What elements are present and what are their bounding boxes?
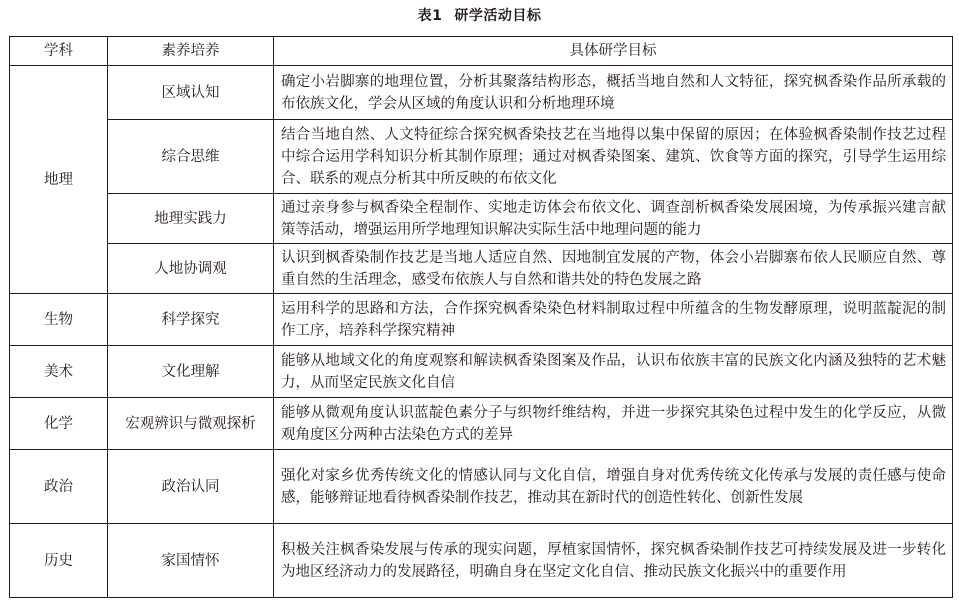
subject-cell-biology: 生物 <box>10 294 108 346</box>
literacy-cell: 区域认知 <box>108 66 274 120</box>
header-literacy: 素养培养 <box>108 37 274 66</box>
table-title: 研学活动目标 <box>454 8 542 24</box>
subject-cell-chemistry: 化学 <box>10 398 108 450</box>
goal-cell: 强化对家乡优秀传统文化的情感认同与文化自信，增强自身对优秀传统文化传承与发展的责任感与使命感，能够辩证地看待枫香染制作技艺，推动其在新时代的创造性转化、创新性发展 <box>274 450 953 524</box>
subject-cell-geography: 地理 <box>10 66 108 294</box>
research-goals-table <box>9 36 953 598</box>
header-goal: 具体研学目标 <box>274 37 953 66</box>
table-row <box>10 524 953 598</box>
literacy-cell: 地理实践力 <box>108 194 274 244</box>
subject-cell-art: 美术 <box>10 346 108 398</box>
table-row <box>10 398 953 450</box>
subject-cell-politics: 政治 <box>10 450 108 524</box>
table-header-row <box>10 37 953 66</box>
table-row <box>10 120 953 194</box>
table-row <box>10 66 953 120</box>
goal-cell: 通过亲身参与枫香染全程制作、实地走访体会布依文化、调查剖析枫香染发展困境，为传承振兴建言献策等活动，增强运用所学地理知识解决实际生活中地理问题的能力 <box>274 194 953 244</box>
goal-cell: 能够从地域文化的角度观察和解读枫香染图案及作品，认识布依族丰富的民族文化内涵及独特的艺术魅力，从而坚定民族文化自信 <box>274 346 953 398</box>
table-caption <box>0 4 959 28</box>
literacy-cell: 宏观辨识与微观探析 <box>108 398 274 450</box>
goal-cell: 确定小岩脚寨的地理位置，分析其聚落结构形态，概括当地自然和人文特征，探究枫香染作品所承载的布依族文化，学会从区域的角度认识和分析地理环境 <box>274 66 953 120</box>
table-row <box>10 244 953 294</box>
table-row <box>10 294 953 346</box>
literacy-cell: 家国情怀 <box>108 524 274 598</box>
goal-cell: 结合当地自然、人文特征综合探究枫香染技艺在当地得以集中保留的原因；在体验枫香染制作技艺过程中综合运用学科知识分析其制作原理；通过对枫香染图案、建筑、饮食等方面的探究，引导学生运用综合、联系的观点分析其中所反映的布依文化 <box>274 120 953 194</box>
goal-cell: 认识到枫香染制作技艺是当地人适应自然、因地制宜发展的产物，体会小岩脚寨布依人民顺应自然、尊重自然的生活理念，感受布依族人与自然和谐共处的特色发展之路 <box>274 244 953 294</box>
goal-cell: 积极关注枫香染发展与传承的现实问题，厚植家国情怀，探究枫香染制作技艺可持续发展及进一步转化为地区经济动力的发展路径，明确自身在坚定文化自信、推动民族文化振兴中的重要作用 <box>274 524 953 598</box>
goal-cell: 能够从微观角度认识蓝靛色素分子与织物纤维结构，并进一步探究其染色过程中发生的化学反应，从微观角度区分两种古法染色方式的差异 <box>274 398 953 450</box>
literacy-cell: 政治认同 <box>108 450 274 524</box>
table-row <box>10 194 953 244</box>
header-subject: 学科 <box>10 37 108 66</box>
goal-cell: 运用科学的思路和方法，合作探究枫香染染色材料制取过程中所蕴含的生物发酵原理，说明蓝靛泥的制作工序，培养科学探究精神 <box>274 294 953 346</box>
subject-cell-history: 历史 <box>10 524 108 598</box>
literacy-cell: 人地协调观 <box>108 244 274 294</box>
literacy-cell: 综合思维 <box>108 120 274 194</box>
table-row <box>10 450 953 524</box>
literacy-cell: 科学探究 <box>108 294 274 346</box>
table-number: 表1 <box>417 8 443 24</box>
literacy-cell: 文化理解 <box>108 346 274 398</box>
table-row <box>10 346 953 398</box>
